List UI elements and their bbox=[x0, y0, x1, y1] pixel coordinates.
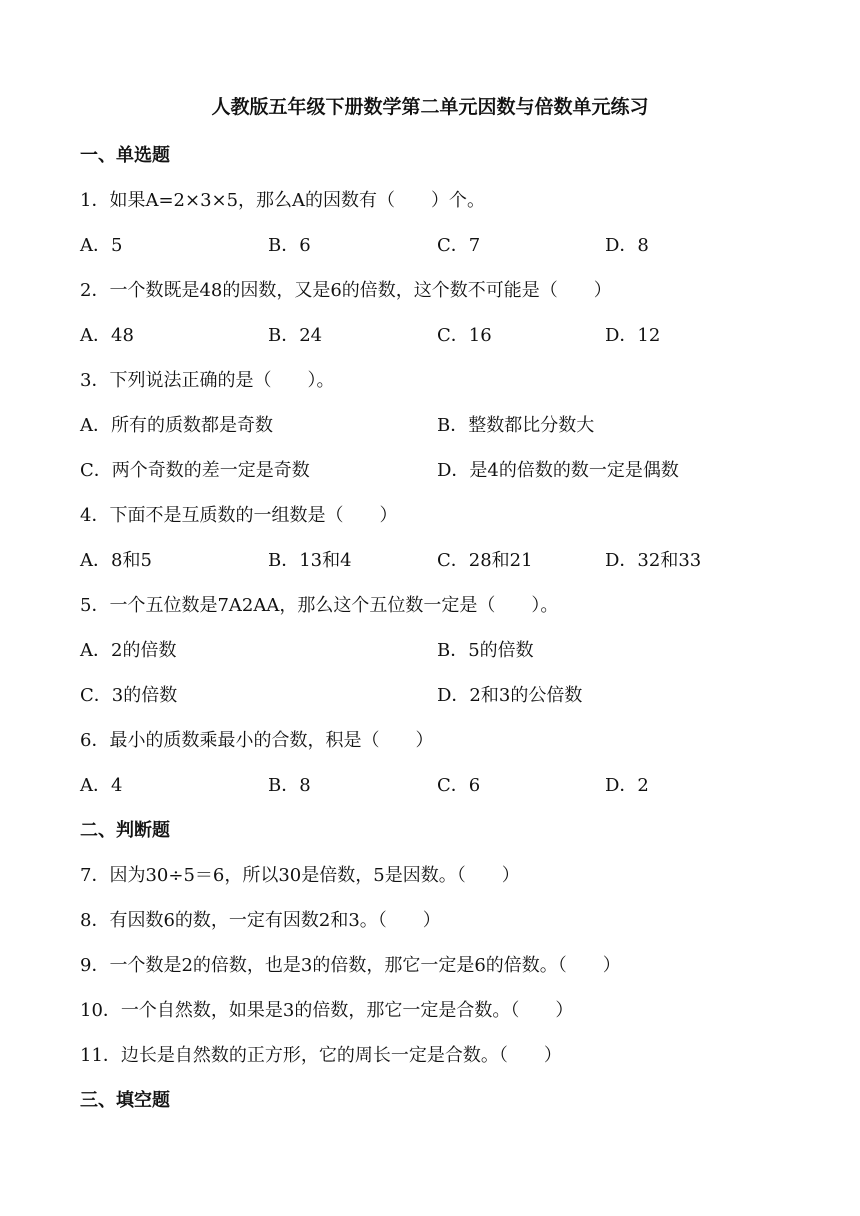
judgment-7: 7．因为30÷5＝6，所以30是倍数，5是因数。（ ） bbox=[80, 865, 520, 886]
section-heading-judgment: 二、判断题 bbox=[80, 820, 170, 841]
judgment-9: 9．一个数是2的倍数，也是3的倍数，那它一定是6的倍数。（ ） bbox=[80, 955, 621, 976]
q1-option-a: A．5 bbox=[80, 235, 123, 256]
q4-option-a: A．8和5 bbox=[80, 550, 152, 571]
q6-option-d: D．2 bbox=[605, 775, 649, 796]
question-5: 5．一个五位数是7A2AA，那么这个五位数一定是（ ）。 bbox=[80, 595, 559, 616]
page-title: 人教版五年级下册数学第二单元因数与倍数单元练习 bbox=[211, 96, 649, 118]
question-2: 2．一个数既是48的因数，又是6的倍数，这个数不可能是（ ） bbox=[80, 280, 612, 301]
q3-option-a: A．所有的质数都是奇数 bbox=[80, 415, 273, 436]
q2-option-a: A．48 bbox=[80, 325, 134, 346]
section-heading-fill-blank: 三、填空题 bbox=[80, 1090, 170, 1111]
q1-option-c: C．7 bbox=[437, 235, 481, 256]
q4-option-d: D．32和33 bbox=[605, 550, 702, 571]
q5-option-a: A．2的倍数 bbox=[80, 640, 177, 661]
q2-option-b: B．24 bbox=[268, 325, 323, 346]
q3-option-c: C．两个奇数的差一定是奇数 bbox=[80, 460, 310, 481]
q4-option-c: C．28和21 bbox=[437, 550, 533, 571]
q6-option-c: C．6 bbox=[437, 775, 481, 796]
q6-option-b: B．8 bbox=[268, 775, 311, 796]
q6-option-a: A．4 bbox=[80, 775, 123, 796]
question-4: 4．下面不是互质数的一组数是（ ） bbox=[80, 505, 398, 526]
q5-option-b: B．5的倍数 bbox=[437, 640, 534, 661]
q5-option-c: C．3的倍数 bbox=[80, 685, 178, 706]
q2-option-d: D．12 bbox=[605, 325, 661, 346]
question-3: 3．下列说法正确的是（ ）。 bbox=[80, 370, 335, 391]
q3-option-b: B．整数都比分数大 bbox=[437, 415, 595, 436]
judgment-11: 11．边长是自然数的正方形，它的周长一定是合数。（ ） bbox=[80, 1045, 562, 1066]
question-1: 1．如果A=2×3×5，那么A的因数有（ ）个。 bbox=[80, 190, 486, 211]
q4-option-b: B．13和4 bbox=[268, 550, 352, 571]
q1-option-d: D．8 bbox=[605, 235, 649, 256]
judgment-8: 8．有因数6的数，一定有因数2和3。（ ） bbox=[80, 910, 441, 931]
q2-option-c: C．16 bbox=[437, 325, 492, 346]
question-6: 6．最小的质数乘最小的合数，积是（ ） bbox=[80, 730, 434, 751]
q1-option-b: B．6 bbox=[268, 235, 311, 256]
section-heading-single-choice: 一、单选题 bbox=[80, 145, 170, 166]
judgment-10: 10．一个自然数，如果是3的倍数，那它一定是合数。（ ） bbox=[80, 1000, 574, 1021]
q5-option-d: D．2和3的公倍数 bbox=[437, 685, 583, 706]
q3-option-d: D．是4的倍数的数一定是偶数 bbox=[437, 460, 679, 481]
